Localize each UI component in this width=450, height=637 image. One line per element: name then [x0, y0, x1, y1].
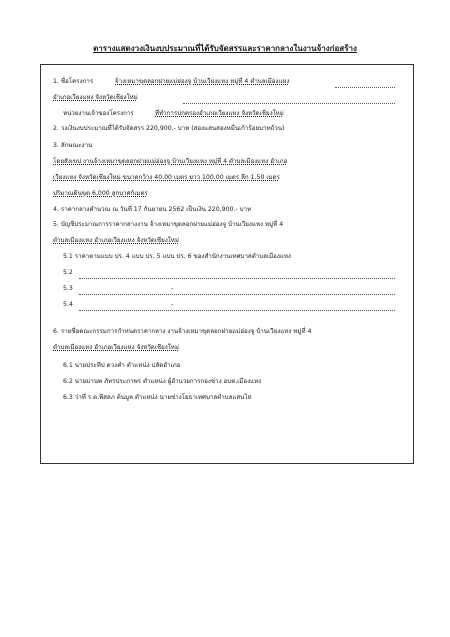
item-5-line-2: ตำบลเมืองแหง อำเภอเวียงแหง จังหวัดเชียงใหม่	[53, 237, 179, 244]
item-5-3-dash: -	[171, 285, 174, 292]
dotted-line	[79, 310, 395, 311]
item-3-label: 3. ลักษณะงาน	[53, 142, 93, 149]
dotted-line	[183, 103, 395, 104]
dotted-line	[79, 278, 395, 279]
item-1-label: 1. ชื่อโครงการ	[53, 78, 94, 85]
item-5-line-1: 5. บัญชีประมาณการราคากลางงาน จ้างเหมาขุดลอกฝายแม่ฮ่องจู บ้านเวียงแหง หมู่ที่ 4	[53, 221, 284, 228]
page-title: ตารางแสดงวงเงินงบประมาณที่ได้รับจัดสรรและราคากลางในงานจ้างก่อสร้าง	[93, 44, 357, 53]
item-3-line-2: เวียงแหง จังหวัดเชียงใหม่ ขนาดกว้าง 40.00 เมตร ยาว 100.00 เมตร ลึก 1.50 เมตร	[53, 174, 280, 181]
owner-label: หน่วยงานเจ้าของโครงการ	[63, 110, 134, 117]
item-1-value: จ้างเหมาขุดลอกฝายแม่ฮ่องจู บ้านเวียงแหง หมู่ที่ 4 ตำบลเมืองแหง	[115, 78, 290, 85]
item-4: 4. ราคากลางคำนวณ ณ วันที่ 17 กันยายน 2562 เป็นเงิน 220,900.- บาท	[53, 206, 252, 213]
item-5-3: 5.3	[63, 285, 73, 292]
item-5-4: 5.4	[63, 301, 73, 308]
item-3-line-3: ปริมาณดินขุด 6,000 ลูกบาศก์เมตร	[53, 190, 148, 197]
item-5-4-dash: -	[171, 301, 174, 308]
item-2: 2. วงเงินงบประมาณที่ได้รับจัดสรร 220,900.- บาท (สองแสนสองหมื่นเก้าร้อยบาทถ้วน)	[53, 125, 285, 132]
dotted-line	[335, 87, 395, 88]
item-6-line-2: ตำบลเมืองแหง อำเภอเวียงแหง จังหวัดเชียงใหม่	[53, 344, 179, 351]
item-5-2: 5.2	[63, 269, 73, 276]
info-box	[40, 64, 414, 464]
item-3-line-1: โดยสังเขป งานจ้างเหมาขุดลอกฝายแม่ฮ่องจู บ้านเวียงแหง หมู่ที่ 4 ตำบลเมืองแหง อำเภอ	[53, 158, 288, 165]
item-6-1: 6.1 นายประทีป ดวงคำ ตำแหน่ง ปลัดอำเภอ	[63, 362, 181, 369]
item-6-3: 6.3 ว่าที่ ร.ต.พีสลภ ต้นมูล ตำแหน่ง นายช่างโยธาเทศบาลตำบลแสนไห	[63, 394, 252, 401]
item-6-line-1: 6. รายชื่อคณะกรรมการกำหนดราคากลาง งานจ้างเหมาขุดลอกฝายแม่ฮ่องจู บ้านเวียงแหง หมู่ที่ 4	[53, 328, 312, 335]
item-1-cont: อำเภอเวียงแหง จังหวัดเชียงใหม่	[53, 94, 138, 101]
owner-value: ที่ทำการปกครองอำเภอเวียงแหง จังหวัดเชียงใหม่	[155, 110, 284, 117]
dotted-line	[79, 294, 395, 295]
item-6-2: 6.2 นายมานพ ภัทรประภาพร ตำแหน่ง ผู้อำนวยการกองช่าง อบต.เมืองแหง	[63, 378, 262, 385]
item-5-1: 5.1 ราคาตามแบบ ปร. 4 แบบ ปร. 5 แบบ ปร. 6 ของสำนักงานเทศบาลตำบลเมืองแหง	[63, 253, 291, 260]
